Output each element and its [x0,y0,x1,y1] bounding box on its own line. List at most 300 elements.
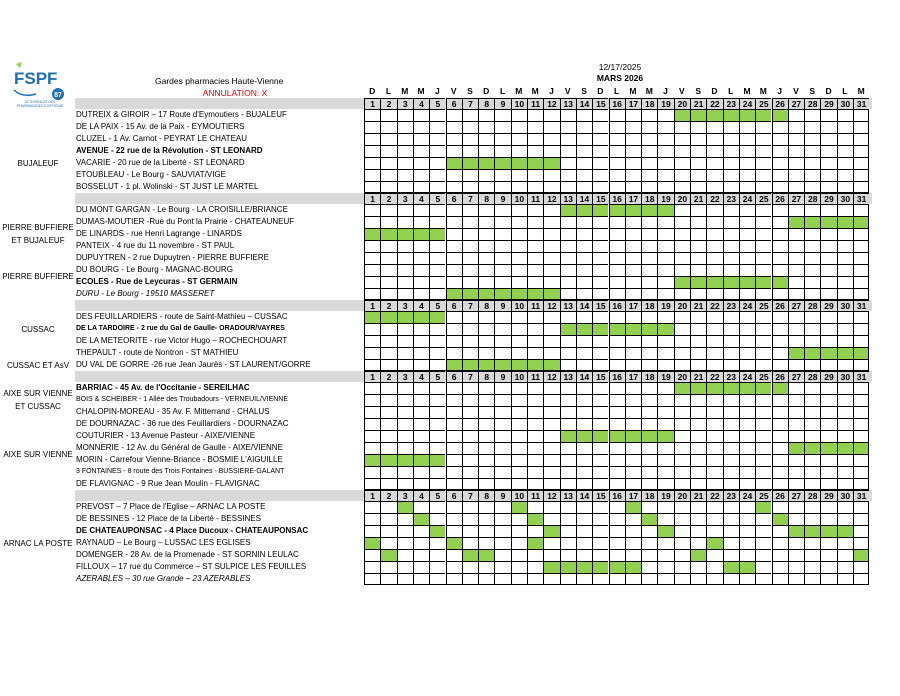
guard-day-cell [511,537,527,549]
guard-day-cell [690,394,706,406]
guard-day-cell [837,240,853,252]
day-number: 27 [788,98,804,109]
guard-day-cell [494,406,510,418]
guard-day-cell [576,359,592,371]
day-number: 18 [641,300,657,311]
day-number: 13 [560,193,576,204]
guard-day-cell-active [478,359,494,371]
guard-day-cell [690,121,706,133]
guard-day-cell [462,501,478,513]
guard-day-cell [609,145,625,157]
day-number: 4 [413,490,429,501]
day-number: 30 [837,193,853,204]
guard-day-cell [739,121,755,133]
guard-day-cell [723,181,739,193]
guard-day-cell [674,169,690,181]
guard-day-cell [788,561,804,573]
guard-day-cell [397,442,413,454]
guard-day-cell [592,501,608,513]
guard-day-cell [706,430,722,442]
day-number: 18 [641,490,657,501]
guard-day-cell [837,537,853,549]
guard-day-cell [755,478,771,490]
guard-day-cell [576,513,592,525]
guard-day-cell [609,216,625,228]
guard-day-cell [674,228,690,240]
guard-day-cell [723,394,739,406]
guard-day-cell [657,181,673,193]
guard-day-cell [462,454,478,466]
guard-day-cell [413,430,429,442]
guard-day-cell [772,347,788,359]
pharmacy-name: CHALOPIN-MOREAU - 35 Av. F. Mitterrand - CHALUS [76,407,270,416]
guard-day-cell [543,323,559,335]
guard-day-cell-active [706,276,722,288]
guard-day-cell [853,228,869,240]
guard-day-cell [723,157,739,169]
day-number: 29 [820,98,836,109]
guard-day-cell [429,382,445,394]
guard-day-cell [723,252,739,264]
guard-day-cell [364,347,380,359]
guard-day-cell [674,394,690,406]
guard-day-cell [576,228,592,240]
guard-day-cell [511,430,527,442]
guard-day-cell [674,347,690,359]
guard-day-cell [429,216,445,228]
guard-day-cell [429,406,445,418]
guard-day-cell [657,240,673,252]
day-number: 7 [462,490,478,501]
weekday-label: D [597,86,604,96]
weekday-label: J [663,86,668,96]
guard-day-cell [543,204,559,216]
guard-day-cell [429,347,445,359]
guard-day-cell [397,382,413,394]
day-number: 13 [560,490,576,501]
guard-day-cell [413,204,429,216]
guard-day-cell [674,121,690,133]
guard-day-cell [364,513,380,525]
guard-day-cell [397,288,413,300]
guard-day-cell [446,252,462,264]
guard-day-cell [462,525,478,537]
guard-day-cell-active [364,228,380,240]
guard-day-cell [772,145,788,157]
guard-day-cell [690,157,706,169]
guard-day-cell [576,442,592,454]
guard-day-cell-active [543,561,559,573]
guard-day-cell [511,525,527,537]
guard-day-cell-active [478,157,494,169]
guard-day-cell [853,478,869,490]
guard-day-cell [429,121,445,133]
guard-day-cell [674,573,690,585]
guard-day-cell [788,418,804,430]
guard-day-cell [674,264,690,276]
guard-day-cell-active [853,216,869,228]
guard-day-cell [576,216,592,228]
guard-day-cell [576,181,592,193]
guard-day-cell [690,204,706,216]
guard-day-cell [772,335,788,347]
guard-day-cell [560,169,576,181]
guard-day-cell-active [380,311,396,323]
guard-day-cell [576,335,592,347]
guard-day-cell-active [820,216,836,228]
guard-day-cell [820,382,836,394]
guard-day-cell [592,478,608,490]
day-number: 12 [543,490,559,501]
guard-day-cell [772,311,788,323]
group-label: PIERRE BUFFIERE [2,271,74,281]
guard-day-cell [657,121,673,133]
guard-day-cell [820,252,836,264]
guard-day-cell [511,121,527,133]
day-number: 25 [755,193,771,204]
guard-day-cell [674,442,690,454]
guard-day-cell [478,323,494,335]
guard-day-cell [446,181,462,193]
guard-day-cell [462,394,478,406]
guard-day-cell [706,454,722,466]
guard-day-cell [543,418,559,430]
guard-day-cell [446,264,462,276]
guard-day-cell [494,466,510,478]
guard-day-cell [494,240,510,252]
guard-day-cell [397,335,413,347]
guard-day-cell [772,121,788,133]
guard-day-cell [609,157,625,169]
guard-day-cell [739,204,755,216]
day-number: 16 [609,193,625,204]
guard-day-cell [576,537,592,549]
guard-day-cell [494,204,510,216]
guard-day-cell [690,240,706,252]
guard-day-cell-active [772,276,788,288]
guard-day-cell [657,276,673,288]
guard-day-cell [429,181,445,193]
guard-day-cell [657,133,673,145]
guard-day-cell [429,359,445,371]
guard-day-cell-active [364,311,380,323]
guard-day-cell [772,454,788,466]
guard-day-cell [853,288,869,300]
guard-day-cell [397,169,413,181]
guard-day-cell [511,216,527,228]
guard-day-cell [413,549,429,561]
guard-day-cell [364,573,380,585]
guard-day-cell [723,133,739,145]
guard-day-cell [755,359,771,371]
guard-day-cell [494,311,510,323]
guard-day-cell [429,335,445,347]
guard-day-cell [739,169,755,181]
guard-day-cell [592,513,608,525]
guard-day-cell [397,549,413,561]
guard-day-cell-active [527,359,543,371]
guard-day-cell-active [494,359,510,371]
guard-day-cell [723,228,739,240]
guard-day-cell [478,525,494,537]
guard-day-cell-active [380,549,396,561]
guard-day-cell [397,418,413,430]
guard-day-cell [560,311,576,323]
guard-day-cell [788,454,804,466]
pharmacy-name: 3 FONTAINES - 8 route des Trois Fontaines - BUSSIERE-GALANT [76,468,285,475]
guard-day-cell-active [380,228,396,240]
guard-day-cell [853,454,869,466]
guard-day-cell [380,204,396,216]
day-number: 20 [674,300,690,311]
day-number: 4 [413,193,429,204]
guard-day-cell [804,430,820,442]
guard-day-cell [478,513,494,525]
day-number: 29 [820,193,836,204]
guard-day-cell [804,121,820,133]
weekday-label: V [450,86,457,96]
pharmacy-name: RAYNAUD – Le Bourg – LUSSAC LES EGLISES [76,538,251,547]
guard-day-cell [788,157,804,169]
day-number: 30 [837,98,853,109]
guard-day-cell-active [446,288,462,300]
guard-day-cell [560,406,576,418]
guard-day-cell [625,549,641,561]
guard-day-cell [755,133,771,145]
guard-day-cell-active [543,359,559,371]
guard-day-cell [609,133,625,145]
guard-day-cell-active [755,501,771,513]
guard-day-cell [853,573,869,585]
guard-day-cell [657,394,673,406]
guard-day-cell [755,394,771,406]
guard-day-cell [494,121,510,133]
day-number: 8 [478,98,494,109]
guard-day-cell [788,109,804,121]
guard-day-cell [853,537,869,549]
guard-day-cell [674,288,690,300]
group-label: BUJALEUF [17,158,59,168]
guard-day-cell [755,573,771,585]
guard-day-cell [446,311,462,323]
day-number: 10 [511,300,527,311]
guard-day-cell-active [625,430,641,442]
guard-day-cell [560,335,576,347]
guard-day-cell [511,335,527,347]
guard-day-cell [413,121,429,133]
guard-day-cell [380,561,396,573]
pharmacy-name: DE LINARDS - rue Henri Lagrange - LINARDS [76,229,242,238]
guard-day-cell [788,311,804,323]
guard-day-cell [478,335,494,347]
guard-day-cell [723,537,739,549]
weekday-label: V [793,86,799,96]
guard-day-cell [576,466,592,478]
guard-day-cell [560,109,576,121]
guard-day-cell [820,133,836,145]
guard-day-cell [527,240,543,252]
guard-day-cell [706,359,722,371]
guard-day-cell [380,394,396,406]
guard-day-cell [772,525,788,537]
guard-day-cell [674,157,690,169]
guard-day-cell [641,525,657,537]
guard-day-cell-active [397,228,413,240]
guard-day-cell [772,288,788,300]
guard-day-cell [723,145,739,157]
guard-day-cell [527,276,543,288]
guard-day-cell [364,216,380,228]
guard-day-cell [609,549,625,561]
guard-day-cell [609,418,625,430]
guard-day-cell [641,228,657,240]
guard-day-cell [413,169,429,181]
pharmacy-name: VACARIE - 20 rue de la Liberté - ST LEONARD [76,158,245,167]
guard-day-cell [657,311,673,323]
guard-day-cell [723,216,739,228]
guard-day-cell [739,216,755,228]
guard-day-cell [380,406,396,418]
guard-day-cell [413,394,429,406]
guard-day-cell [657,561,673,573]
guard-day-cell [543,276,559,288]
guard-day-cell [478,478,494,490]
weekday-label: D [483,86,490,96]
guard-day-cell [560,537,576,549]
guard-day-cell [609,252,625,264]
guard-day-cell [380,513,396,525]
guard-day-cell [446,276,462,288]
guard-day-cell [706,418,722,430]
guard-day-cell [739,418,755,430]
guard-day-cell [820,264,836,276]
guard-day-cell [527,394,543,406]
guard-day-cell [625,466,641,478]
guard-day-cell [527,216,543,228]
guard-day-cell-active [706,382,722,394]
guard-day-cell-active [560,561,576,573]
guard-day-cell [690,537,706,549]
day-number: 6 [446,300,462,311]
guard-day-cell [837,169,853,181]
guard-day-cell [364,264,380,276]
guard-day-cell [625,311,641,323]
guard-day-cell [380,525,396,537]
guard-day-cell [494,478,510,490]
guard-day-cell-active [641,513,657,525]
guard-day-cell [413,240,429,252]
pharmacy-name: BARRIAC - 45 Av. de l'Occitanie - SEREILHAC [76,383,250,392]
day-number: 24 [739,98,755,109]
guard-day-cell [706,573,722,585]
guard-day-cell [527,382,543,394]
guard-day-cell [380,181,396,193]
guard-day-cell [462,561,478,573]
guard-day-cell [413,288,429,300]
day-number: 22 [706,371,722,382]
guard-day-cell [723,406,739,418]
guard-day-cell [543,133,559,145]
guard-day-cell [511,513,527,525]
guard-day-cell [837,109,853,121]
guard-day-cell-active [413,228,429,240]
guard-day-cell [478,121,494,133]
guard-day-cell [609,228,625,240]
day-number: 30 [837,490,853,501]
guard-day-cell [446,145,462,157]
guard-day-cell [804,204,820,216]
guard-day-cell [462,430,478,442]
guard-day-cell [576,157,592,169]
guard-day-cell [739,323,755,335]
day-number: 1 [364,371,380,382]
guard-day-cell-active [592,561,608,573]
guard-day-cell [837,288,853,300]
guard-day-cell [429,466,445,478]
guard-day-cell [429,109,445,121]
guard-day-cell [592,537,608,549]
guard-day-cell [494,454,510,466]
guard-day-cell [723,418,739,430]
guard-day-cell [527,573,543,585]
guard-day-cell [641,288,657,300]
guard-day-cell-active [723,109,739,121]
guard-day-cell [674,323,690,335]
guard-day-cell [772,216,788,228]
group-label: AIXE SUR VIENNE [3,449,73,459]
day-number: 17 [625,300,641,311]
guard-day-cell [478,133,494,145]
guard-day-cell [723,288,739,300]
guard-day-cell [462,121,478,133]
guard-day-cell [837,252,853,264]
guard-day-cell [364,561,380,573]
day-number: 24 [739,490,755,501]
guard-day-cell [592,454,608,466]
guard-day-cell [739,240,755,252]
guard-day-cell [788,121,804,133]
guard-day-cell [706,145,722,157]
guard-day-cell [494,573,510,585]
guard-day-cell [446,549,462,561]
day-number: 12 [543,98,559,109]
guard-day-cell [527,561,543,573]
guard-day-cell [804,288,820,300]
guard-day-cell [543,466,559,478]
day-number: 29 [820,300,836,311]
weekday-label: S [467,86,473,96]
day-number: 10 [511,98,527,109]
guard-day-cell [674,561,690,573]
day-number: 8 [478,193,494,204]
guard-day-cell [527,454,543,466]
guard-day-cell [625,133,641,145]
guard-day-cell [462,228,478,240]
guard-day-cell-active [739,382,755,394]
guard-day-cell [576,252,592,264]
guard-day-cell [380,288,396,300]
guard-day-cell [690,335,706,347]
guard-day-cell [560,478,576,490]
guard-day-cell [576,525,592,537]
guard-day-cell [804,561,820,573]
guard-day-cell [853,169,869,181]
guard-day-cell [690,466,706,478]
day-number: 23 [723,300,739,311]
guard-day-cell [446,418,462,430]
guard-day-cell [560,288,576,300]
guard-day-cell [413,442,429,454]
